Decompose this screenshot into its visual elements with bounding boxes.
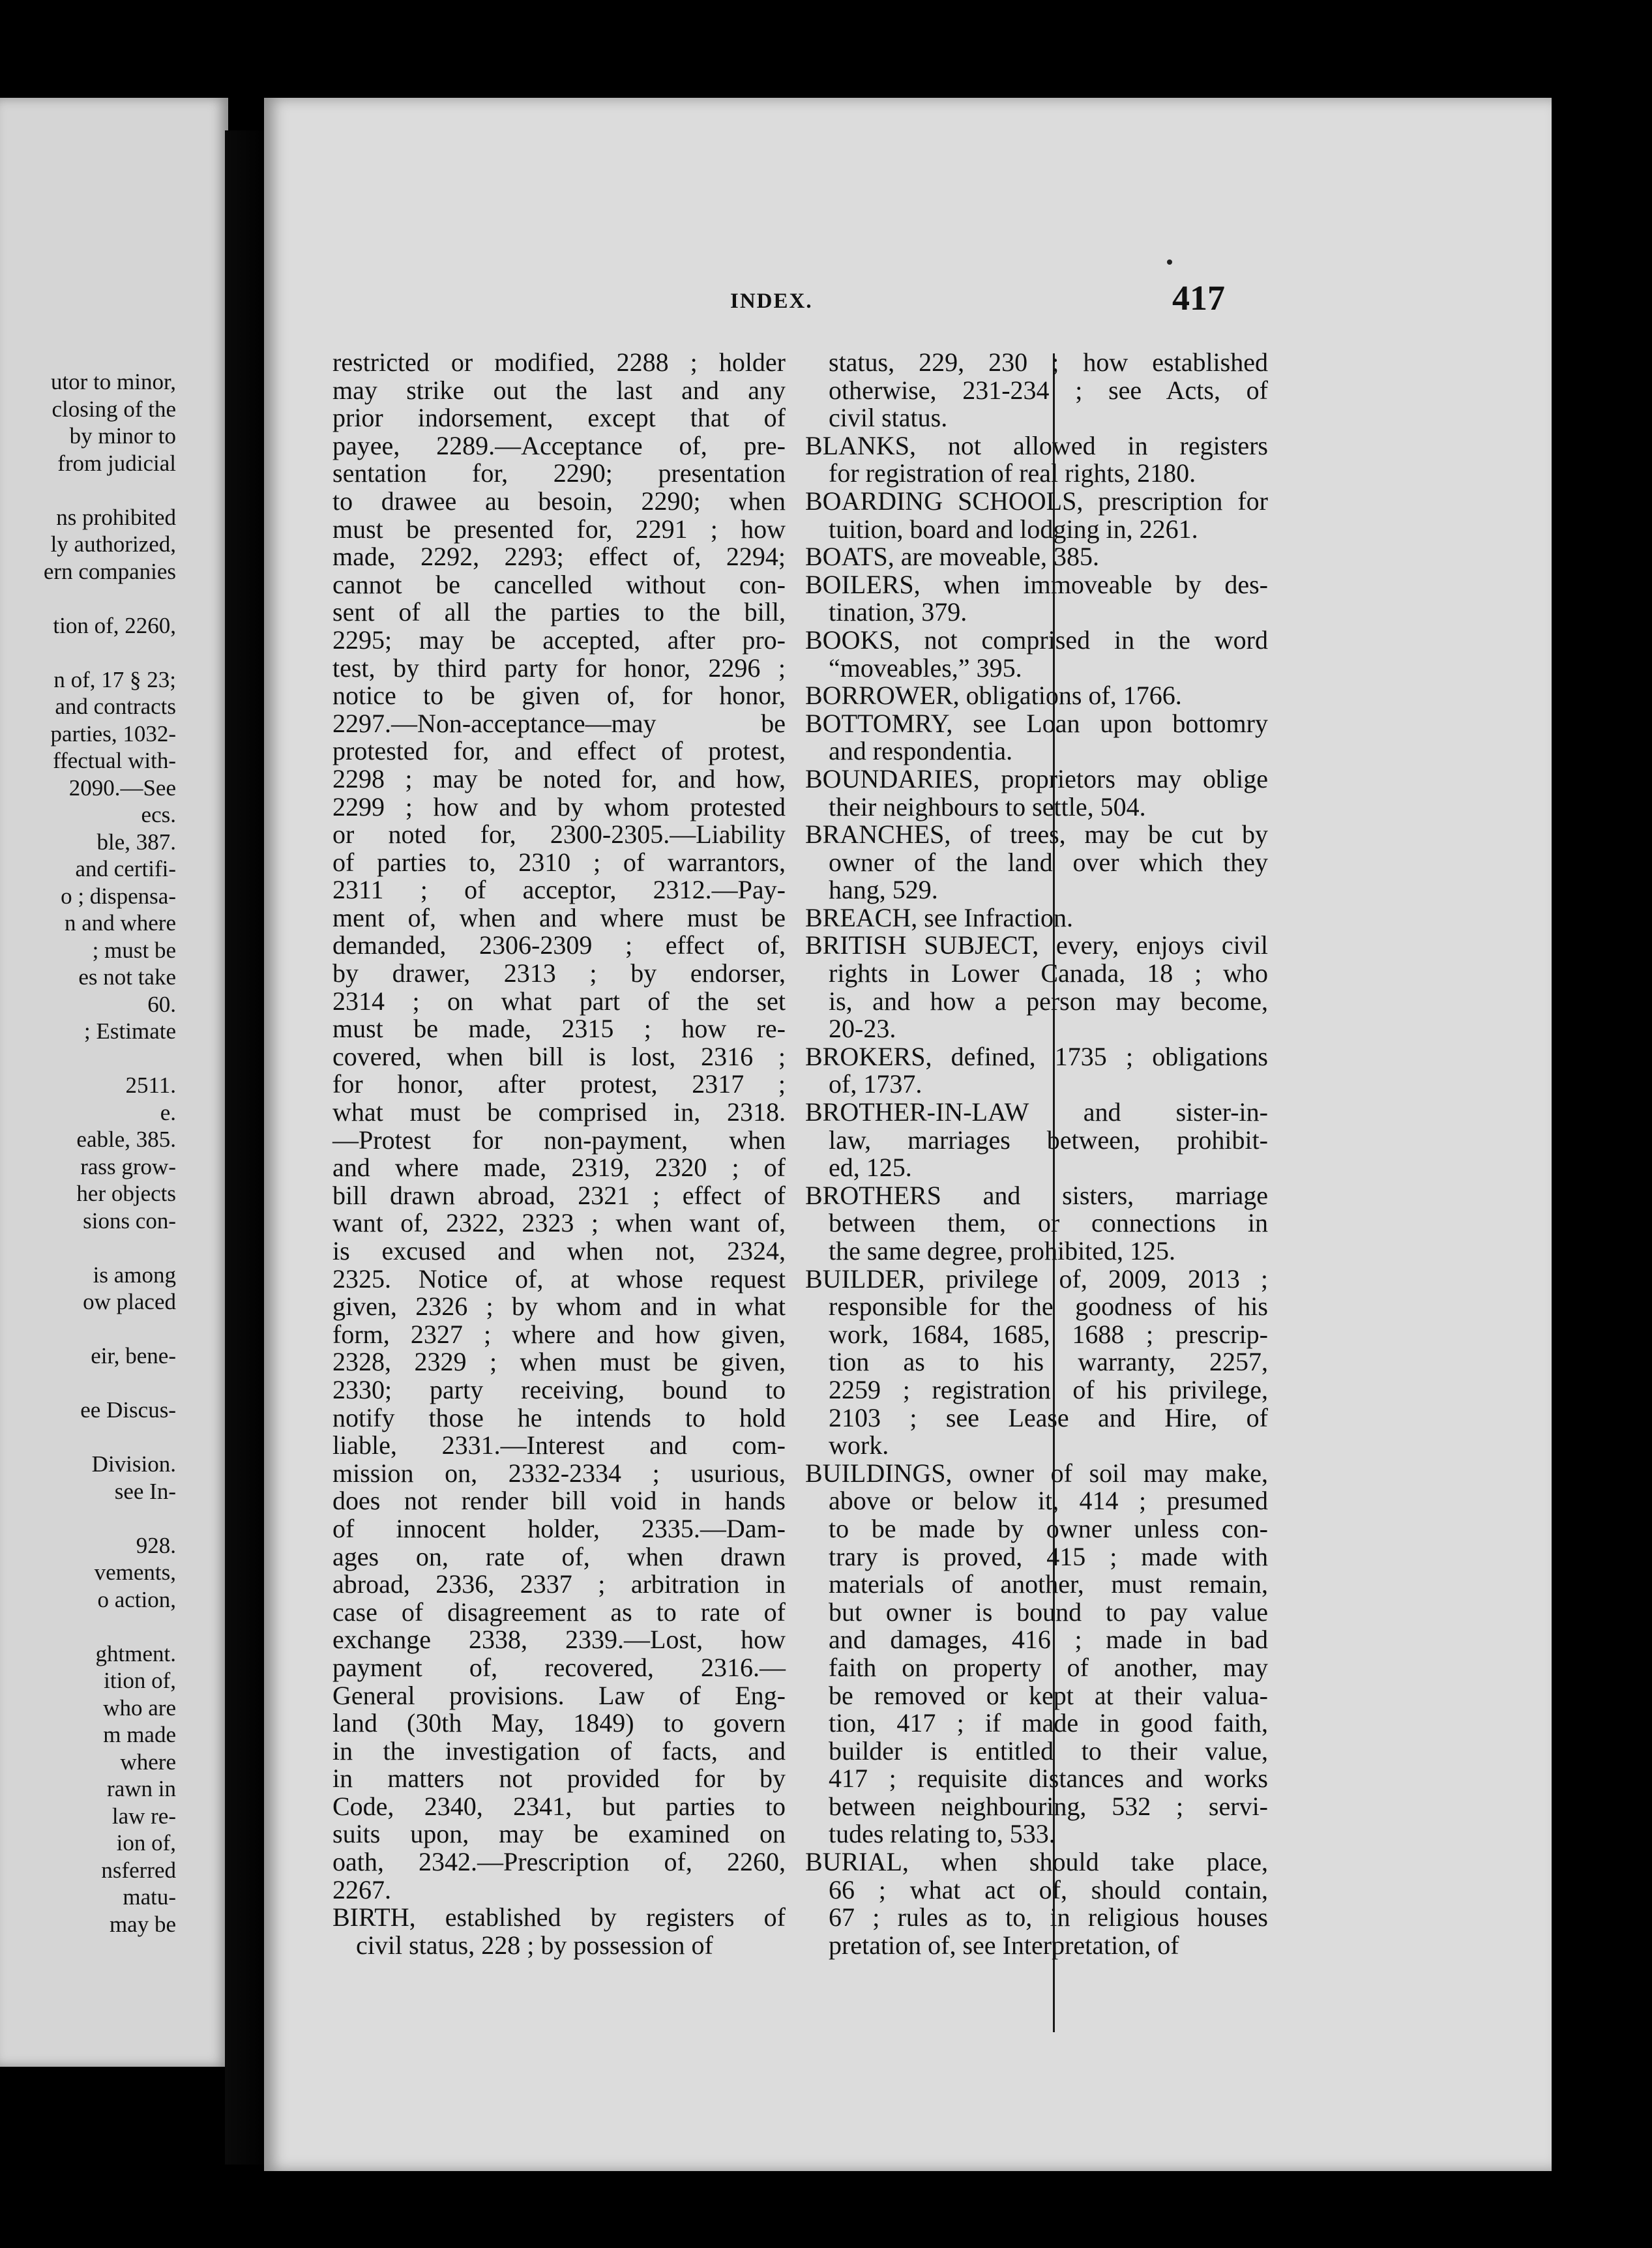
index-line: covered, when bill is lost, 2316 ; [332,1041,786,1071]
fragment-line: law re- [111,1803,176,1829]
fragment-line: by minor to [69,423,176,449]
fragment-line: and certifi- [75,856,176,881]
index-line: “moveables,” 395. [829,653,1022,683]
fragment-line: ; must be [92,937,176,963]
fragment-line: who are [103,1694,176,1721]
fragment-line: n of, 17 § 23; [53,666,176,692]
index-line: to be made by owner unless con- [829,1513,1268,1543]
index-line: sentation for, 2290; presentation [332,458,786,488]
index-line: 66 ; what act of, should contain, [829,1874,1268,1904]
fragment-line: ghtment. [95,1640,176,1666]
fragment-line: eable, 385. [76,1127,176,1152]
fragment-line: eir, bene- [91,1343,176,1368]
fragment-line: e. [160,1099,176,1125]
index-column-left [332,349,786,1959]
index-line: responsible for the goodness of his [829,1292,1268,1322]
index-line: work. [829,1430,889,1460]
index-line: 2259 ; registration of his privilege, [829,1374,1268,1404]
index-line: but owner is bound to pay value [829,1597,1268,1627]
index-line: BOILERS, when immoveable by des- [805,569,1268,599]
index-line: rights in Lower Canada, 18 ; who [829,958,1268,988]
index-line: and respondentia. [829,736,1013,766]
index-line: made, 2292, 2293; effect of, 2294; [332,542,786,572]
index-line: in the investigation of facts, and [332,1736,786,1766]
fragment-line: ble, 387. [96,829,176,855]
fragment-line: es not take [78,964,176,990]
index-line: BOARDING SCHOOLS, prescription for [805,486,1268,516]
index-line: of parties to, 2310 ; of warrantors, [332,847,786,877]
index-line: their neighbours to settle, 504. [829,791,1146,821]
book-edge [1552,72,1652,2248]
index-line: to drawee au besoin, 2290; when [332,486,786,516]
index-line: BORROWER, obligations of, 1766. [805,681,1182,711]
index-line: bill drawn abroad, 2321 ; effect of [332,1180,786,1210]
fragment-line: rawn in [107,1776,176,1801]
index-line: law, marriages between, prohibit- [829,1125,1268,1155]
fragment-line: o action, [97,1586,176,1612]
index-line: prior indorsement, except that of [332,403,786,433]
index-line: 2328, 2329 ; when must be given, [332,1347,786,1377]
index-line: of innocent holder, 2335.—Dam- [332,1513,786,1543]
fragment-line [0,1234,176,1262]
index-line: suits upon, may be examined on [332,1819,786,1849]
fragment-line [0,1505,176,1532]
index-line: between them, or connections in [829,1208,1268,1238]
fragment-line: see In- [114,1478,176,1504]
fragment-line: ow placed [83,1289,176,1314]
index-line: by drawer, 2313 ; by endorser, [332,958,786,988]
index-line: may strike out the last and any [332,375,786,405]
fragment-line [0,1424,176,1451]
fragment-line: where [120,1749,176,1775]
index-line: 20-23. [829,1014,896,1044]
index-line: 2325. Notice of, at whose request [332,1264,786,1294]
fragment-line: Division. [91,1451,176,1477]
fragment-line: from judicial [57,450,176,476]
index-page [264,98,1552,2171]
index-line: restricted or modified, 2288 ; holder [332,348,786,377]
index-line: for registration of real rights, 2180. [829,458,1196,488]
index-line: ment of, when and where must be [332,902,786,932]
index-line: cannot be cancelled without con- [332,569,786,599]
index-line: liable, 2331.—Interest and com- [332,1430,786,1460]
fragment-line: 2511. [125,1072,176,1098]
index-line: of, 1737. [829,1069,922,1099]
index-line: 2311 ; of acceptor, 2312.—Pay- [332,875,786,905]
fragment-line: 60. [147,991,176,1017]
fragment-line: 928. [136,1532,176,1558]
index-line: 2297.—Non-acceptance—may be [332,708,786,738]
index-line: form, 2327 ; where and how given, [332,1319,786,1349]
index-line: tion, 417 ; if made in good faith, [829,1708,1268,1738]
index-line: BUILDINGS, owner of soil may make, [805,1458,1268,1488]
index-line: BLANKS, not allowed in registers [805,430,1268,460]
index-line: 2298 ; may be noted for, and how, [332,763,786,793]
index-line: tination, 379. [829,597,967,627]
index-line: in matters not provided for by [332,1764,786,1794]
fragment-line: n and where [64,910,176,936]
index-line: must be made, 2315 ; how re- [332,1014,786,1044]
index-line: case of disagreement as to rate of [332,1597,786,1627]
fragment-line: ; Estimate [84,1018,176,1044]
index-line: pretation of, see Interpretation, of [829,1930,1179,1960]
index-column-right [805,349,1268,1959]
fragment-line: ee Discus- [80,1397,176,1423]
page-number: 417 [1172,278,1225,318]
fragment-line [0,1045,176,1072]
index-line: civil status, 228 ; by possession of [356,1930,713,1960]
index-line: exchange 2338, 2339.—Lost, how [332,1625,786,1655]
fragment-line: 2090.—See [68,775,176,801]
index-line: land (30th May, 1849) to govern [332,1708,786,1738]
index-line: hang, 529. [829,875,938,905]
index-line: otherwise, 231-234 ; see Acts, of [829,375,1268,405]
ink-dot [1167,259,1172,265]
index-line: payee, 2289.—Acceptance of, pre- [332,430,786,460]
index-line: BREACH, see Infraction. [805,902,1074,932]
index-line: builder is entitled to their value, [829,1736,1268,1766]
fragment-line: her objects [76,1181,176,1206]
index-line: BIRTH, established by registers of [332,1902,786,1932]
index-line: mission on, 2332-2334 ; usurious, [332,1458,786,1488]
index-line: be removed or kept at their valua- [829,1680,1268,1710]
fragment-line [0,1613,176,1640]
index-line: tion as to his warranty, 2257, [829,1347,1268,1377]
fragment-line: m made [103,1722,176,1747]
index-line: for honor, after protest, 2317 ; [332,1069,786,1099]
index-line: 2330; party receiving, bound to [332,1374,786,1404]
index-line: abroad, 2336, 2337 ; arbitration in [332,1569,786,1599]
index-line: above or below it, 414 ; presumed [829,1486,1268,1516]
index-line: materials of another, must remain, [829,1569,1268,1599]
index-line: sent of all the parties to the bill, [332,597,786,627]
index-line: trary is proved, 415 ; made with [829,1541,1268,1571]
previous-page-text [0,368,176,1938]
fragment-line: nsferred [101,1857,176,1883]
fragment-line: tion of, 2260, [53,612,176,638]
index-line: ages on, rate of, when drawn [332,1541,786,1571]
index-line: payment of, recovered, 2316.— [332,1652,786,1682]
index-line: ed, 125. [829,1153,912,1183]
fragment-line: o ; dispensa- [61,883,176,909]
index-line: BRITISH SUBJECT, every, enjoys civil [805,930,1268,960]
index-line: test, by third party for honor, 2296 ; [332,653,786,683]
fragment-line [0,1370,176,1397]
fragment-line: closing of the [52,396,176,422]
page-header-title: INDEX. [730,289,813,313]
index-line: —Protest for non-payment, when [332,1125,786,1155]
index-line: 2314 ; on what part of the set [332,986,786,1016]
fragment-line: ion of, [116,1830,176,1856]
index-line: 2103 ; see Lease and Hire, of [829,1402,1268,1432]
fragment-line [0,585,176,612]
previous-page-fragment [0,98,228,2067]
fragment-line: and contracts [55,694,176,719]
index-line: work, 1684, 1685, 1688 ; prescrip- [829,1319,1268,1349]
fragment-line: ecs. [141,802,176,827]
index-line: does not render bill void in hands [332,1486,786,1516]
index-line: or noted for, 2300-2305.—Liability [332,820,786,850]
fragment-line: ern companies [43,558,176,584]
index-line: BROKERS, defined, 1735 ; obligations [805,1041,1268,1071]
index-line: 67 ; rules as to, in religious houses [829,1902,1268,1932]
index-line: the same degree, prohibited, 125. [829,1236,1176,1265]
fragment-line: utor to minor, [50,369,176,394]
index-line: and where made, 2319, 2320 ; of [332,1153,786,1183]
index-line: BURIAL, when should take place, [805,1847,1268,1877]
fragment-line: ffectual with- [53,748,176,773]
index-line: BOATS, are moveable, 385. [805,542,1100,572]
index-line: civil status. [829,403,948,433]
fragment-line: ly authorized, [50,531,176,557]
fragment-line: rass grow- [80,1153,176,1179]
index-line: tudes relating to, 533. [829,1819,1055,1849]
index-line: owner of the land over which they [829,847,1268,877]
index-line: between neighbouring, 532 ; servi- [829,1791,1268,1821]
fragment-line: parties, 1032- [50,720,176,747]
index-line: given, 2326 ; by whom and in what [332,1292,786,1322]
index-line: and damages, 416 ; made in bad [829,1625,1268,1655]
fragment-line: may be [109,1911,176,1937]
index-line: BROTHER-IN-LAW and sister-in- [805,1097,1268,1127]
index-line: protested for, and effect of protest, [332,736,786,766]
index-line: Code, 2340, 2341, but parties to [332,1791,786,1821]
fragment-line: vements, [94,1560,176,1585]
index-line: is excused and when not, 2324, [332,1236,786,1265]
index-line: BUILDER, privilege of, 2009, 2013 ; [805,1264,1268,1294]
index-line: want of, 2322, 2323 ; when want of, [332,1208,786,1238]
fragment-line [0,639,176,666]
index-line: BOOKS, not comprised in the word [805,625,1268,655]
index-line: notice to be given of, for honor, [332,681,786,711]
fragment-line: sions con- [83,1207,176,1234]
index-line: oath, 2342.—Prescription of, 2260, [332,1847,786,1877]
index-line: is, and how a person may become, [829,986,1268,1016]
index-line: General provisions. Law of Eng- [332,1680,786,1710]
index-line: tuition, board and lodging in, 2261. [829,514,1198,544]
index-line: BRANCHES, of trees, may be cut by [805,820,1268,850]
fragment-line [0,477,176,504]
index-line: BROTHERS and sisters, marriage [805,1180,1268,1210]
index-line: notify those he intends to hold [332,1402,786,1432]
index-line: status, 229, 230 ; how established [829,348,1268,377]
fragment-line [0,1316,176,1343]
index-line: must be presented for, 2291 ; how [332,514,786,544]
fragment-line: matu- [123,1884,176,1910]
index-line: BOUNDARIES, proprietors may oblige [805,763,1268,793]
index-line: demanded, 2306-2309 ; effect of, [332,930,786,960]
running-head [264,278,1552,321]
index-line: 2295; may be accepted, after pro- [332,625,786,655]
index-line: 2267. [332,1874,391,1904]
index-line: 2299 ; how and by whom protested [332,791,786,821]
fragment-line: ns prohibited [56,504,176,530]
fragment-line: ition of, [104,1668,176,1693]
index-line: BOTTOMRY, see Loan upon bottomry [805,708,1268,738]
index-line: faith on property of another, may [829,1652,1268,1682]
fragment-line: is among [93,1262,176,1288]
index-line: what must be comprised in, 2318. [332,1097,786,1127]
index-line: 417 ; requisite distances and works [829,1764,1268,1794]
